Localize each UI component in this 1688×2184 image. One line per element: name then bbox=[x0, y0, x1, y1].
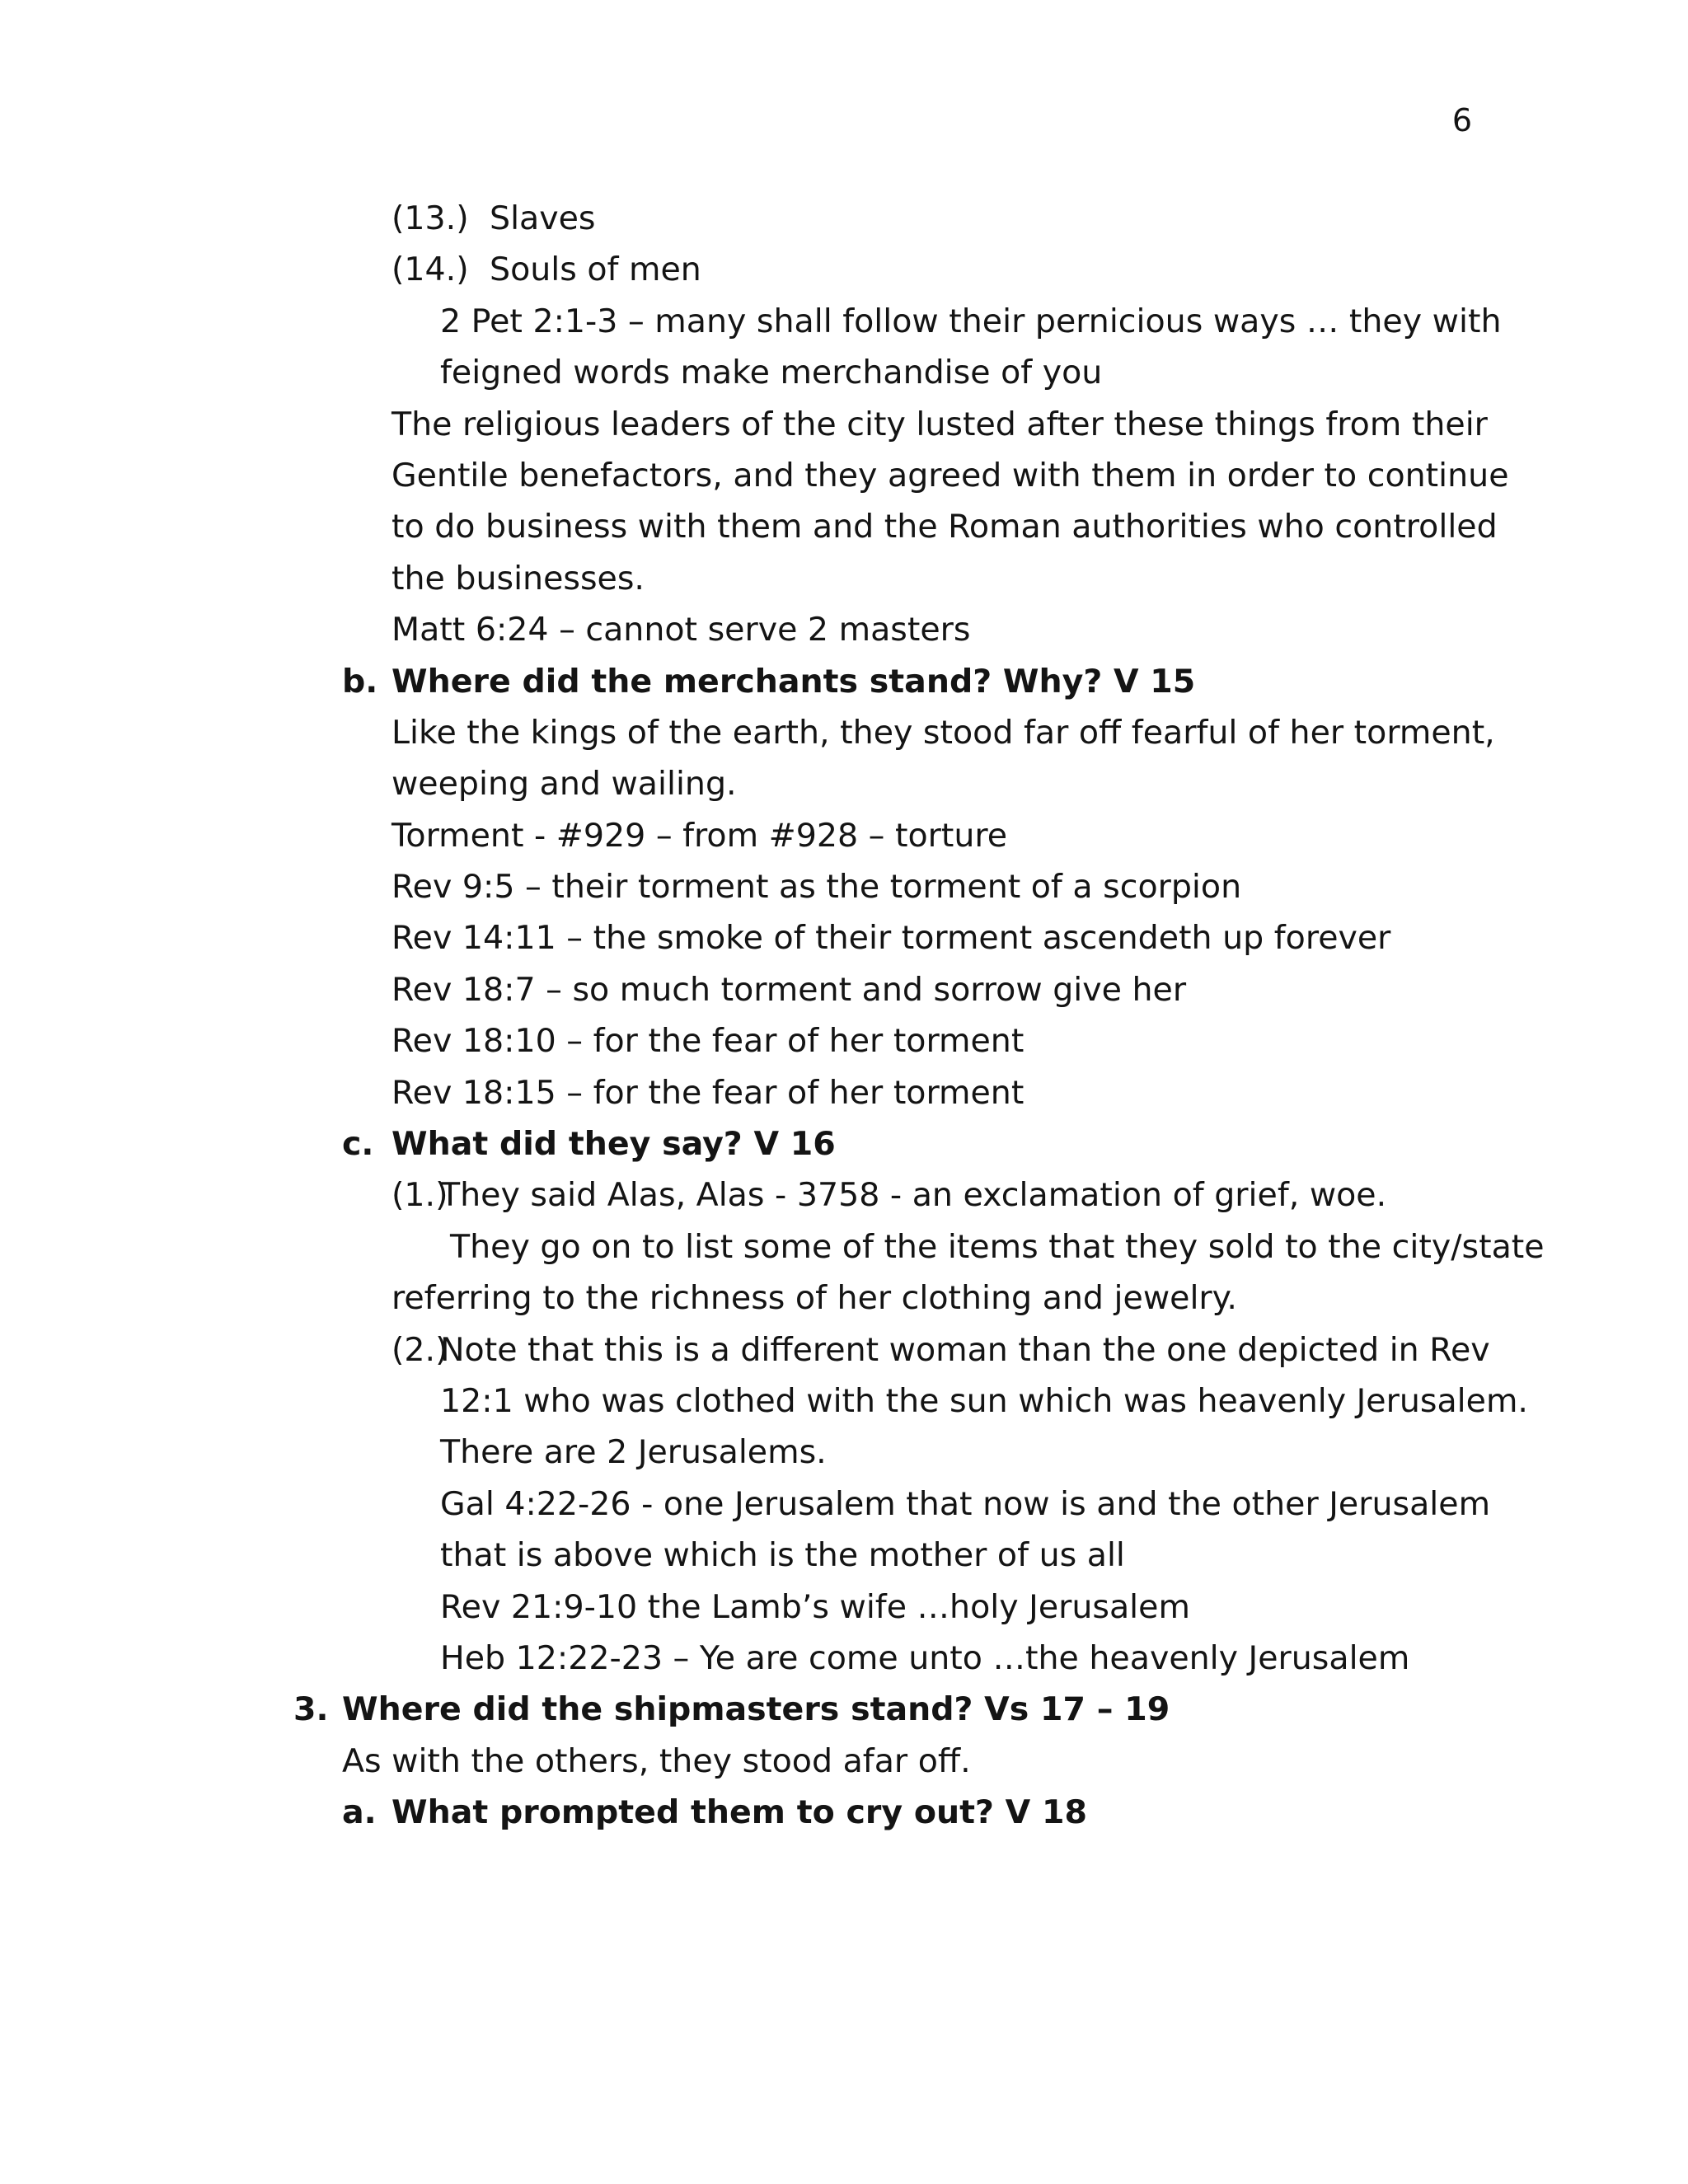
text-line bbox=[0, 1221, 1688, 1272]
list-marker: b. bbox=[342, 662, 378, 701]
heading-text: Where did the shipmasters stand? Vs 17 – 19 bbox=[342, 1690, 1170, 1729]
list-item bbox=[0, 193, 1688, 244]
heading-text: What did they say? V 16 bbox=[392, 1125, 836, 1164]
line-text: feigned words make merchandise of you bbox=[440, 354, 1103, 392]
text-line bbox=[0, 1582, 1688, 1633]
line-text: Rev 18:10 – for the fear of her torment bbox=[392, 1022, 1025, 1061]
list-item bbox=[0, 1169, 1688, 1221]
line-text: Gal 4:22-26 - one Jerusalem that now is and the other Jerusalem bbox=[440, 1484, 1491, 1523]
line-text: The religious leaders of the city lusted after these things from their bbox=[392, 405, 1488, 443]
line-text: Rev 21:9-10 the Lamb’s wife …holy Jerusalem bbox=[440, 1587, 1190, 1626]
line-text: Rev 18:15 – for the fear of her torment bbox=[392, 1073, 1025, 1112]
text-line bbox=[0, 1427, 1688, 1478]
line-text: referring to the richness of her clothing and jewelry. bbox=[392, 1279, 1237, 1318]
list-item-text: They said Alas, Alas - 3758 - an exclamation of grief, woe. bbox=[440, 1176, 1387, 1215]
line-text: to do business with them and the Roman authorities who controlled bbox=[392, 508, 1498, 546]
line-text: Rev 9:5 – their torment as the torment of a scorpion bbox=[392, 868, 1242, 907]
question-heading bbox=[0, 656, 1688, 707]
list-item bbox=[0, 1324, 1688, 1376]
section-heading bbox=[0, 1684, 1688, 1735]
text-line bbox=[0, 1633, 1688, 1684]
line-text: Matt 6:24 – cannot serve 2 masters bbox=[392, 611, 971, 649]
text-line bbox=[0, 1272, 1688, 1324]
list-item-text: Slaves bbox=[490, 199, 596, 237]
list-marker: c. bbox=[342, 1125, 374, 1164]
heading-text: Where did the merchants stand? Why? V 15 bbox=[392, 662, 1196, 701]
text-line bbox=[0, 1479, 1688, 1530]
document-body bbox=[0, 193, 1688, 1839]
page-number: 6 bbox=[1451, 102, 1472, 138]
line-text: 12:1 who was clothed with the sun which was heavenly Jerusalem. bbox=[440, 1381, 1528, 1420]
text-line bbox=[0, 604, 1688, 655]
line-text: Gentile benefactors, and they agreed with them in order to continue bbox=[392, 456, 1509, 494]
list-marker: (2.) bbox=[392, 1330, 448, 1369]
list-marker: (14.) bbox=[392, 251, 469, 289]
line-text: Torment - #929 – from #928 – torture bbox=[392, 816, 1008, 855]
list-item bbox=[0, 244, 1688, 295]
line-text: weeping and wailing. bbox=[392, 765, 737, 804]
list-marker: (13.) bbox=[392, 199, 469, 237]
question-heading bbox=[0, 1118, 1688, 1169]
text-line bbox=[0, 347, 1688, 398]
text-line bbox=[0, 758, 1688, 809]
line-text: As with the others, they stood afar off. bbox=[342, 1741, 971, 1780]
line-text: Rev 18:7 – so much torment and sorrow give her bbox=[392, 970, 1187, 1009]
heading-text: What prompted them to cry out? V 18 bbox=[392, 1793, 1087, 1832]
text-line bbox=[0, 399, 1688, 450]
question-heading bbox=[0, 1787, 1688, 1838]
text-line bbox=[0, 810, 1688, 861]
text-line bbox=[0, 707, 1688, 758]
text-line bbox=[0, 450, 1688, 501]
line-text: There are 2 Jerusalems. bbox=[440, 1433, 827, 1472]
list-item-text: Souls of men bbox=[490, 251, 701, 289]
list-marker: (1.) bbox=[392, 1176, 448, 1215]
line-text: that is above which is the mother of us all bbox=[440, 1536, 1125, 1575]
text-line bbox=[0, 553, 1688, 604]
list-marker: a. bbox=[342, 1793, 377, 1832]
line-text: Heb 12:22-23 – Ye are come unto …the heavenly Jerusalem bbox=[440, 1638, 1410, 1677]
list-item-text: Note that this is a different woman than the one depicted in Rev bbox=[440, 1330, 1490, 1369]
text-line bbox=[0, 296, 1688, 347]
line-text: the businesses. bbox=[392, 559, 645, 598]
line-text: 2 Pet 2:1-3 – many shall follow their pernicious ways … they with bbox=[440, 302, 1502, 340]
line-text: Rev 14:11 – the smoke of their torment ascendeth up forever bbox=[392, 919, 1391, 958]
text-line bbox=[0, 1530, 1688, 1581]
text-line bbox=[0, 964, 1688, 1015]
list-marker: 3. bbox=[293, 1690, 329, 1729]
text-line bbox=[0, 912, 1688, 963]
text-line bbox=[0, 861, 1688, 912]
line-text: Like the kings of the earth, they stood far off fearful of her torment, bbox=[392, 713, 1495, 752]
text-line bbox=[0, 1067, 1688, 1118]
text-line bbox=[0, 1736, 1688, 1787]
line-text: They go on to list some of the items that they sold to the city/state bbox=[450, 1227, 1545, 1266]
text-line bbox=[0, 501, 1688, 552]
text-line bbox=[0, 1015, 1688, 1066]
text-line bbox=[0, 1376, 1688, 1427]
